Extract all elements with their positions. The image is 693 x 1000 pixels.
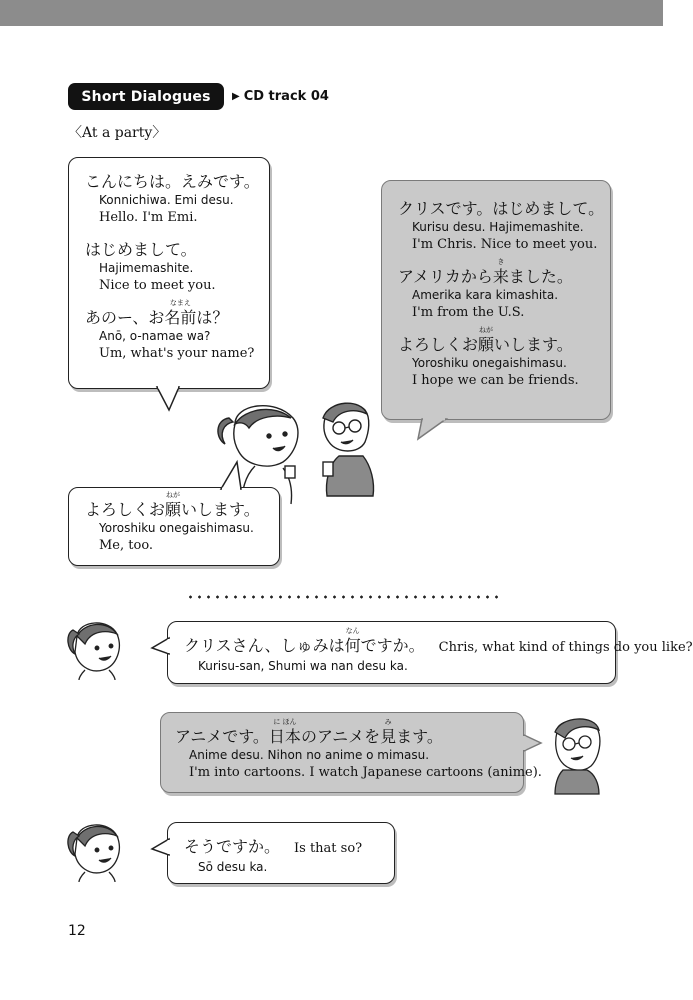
- romaji-line: Yoroshiku onegaishimasu.: [412, 356, 567, 370]
- section-heading: Short Dialogues: [68, 83, 224, 110]
- jp-text: ですか。: [360, 636, 425, 655]
- english-line: Um, what's your name?: [99, 346, 255, 361]
- jp-text: そうですか。: [184, 837, 281, 856]
- jp-text: ました。: [508, 267, 573, 286]
- jp-line: [175, 718, 523, 747]
- emi-speech-bubble-2: [68, 487, 280, 566]
- jp-text: いします。: [494, 335, 573, 354]
- cd-track-label: [232, 89, 329, 104]
- english-line: I'm from the U.S.: [412, 305, 525, 320]
- furigana: なん: [345, 627, 360, 635]
- kanji-with-furigana: [380, 718, 397, 747]
- kanji: 来: [492, 267, 509, 286]
- jp-text: よろしくお: [85, 500, 166, 519]
- jp-line: [85, 299, 269, 328]
- kanji: 願: [165, 500, 182, 519]
- jp-text: よろしくお: [398, 335, 479, 354]
- furigana: き: [497, 258, 505, 266]
- bubble-tail: [418, 419, 448, 441]
- emi-question-bubble: [167, 621, 693, 684]
- kanji: 願: [478, 335, 495, 354]
- jp-line: はじめまして。: [85, 240, 197, 259]
- kanji-with-furigana: [344, 627, 361, 656]
- chris-figure: [323, 403, 374, 496]
- cd-track-text: CD track 04: [243, 89, 329, 104]
- jp-line: [398, 326, 610, 355]
- kanji-with-furigana: [165, 491, 182, 520]
- kanji: 日本: [268, 727, 301, 746]
- kanji: 名前: [164, 308, 197, 327]
- jp-text: クリスさん、しゅみは: [184, 636, 345, 655]
- romaji-line: Sō desu ka.: [198, 860, 268, 874]
- furigana: なまえ: [169, 299, 191, 307]
- jp-text: ます。: [396, 727, 443, 746]
- bubble-tail: [523, 733, 543, 755]
- jp-text: アニメです。: [175, 727, 269, 746]
- romaji-line: Anō, o-namae wa?: [99, 329, 211, 343]
- bubble-tail: [152, 636, 170, 658]
- jp-text: のアニメを: [300, 727, 381, 746]
- kanji-with-furigana: [164, 299, 197, 328]
- jp-line: [398, 258, 610, 287]
- play-triangle-icon: ▶: [232, 91, 240, 102]
- jp-text: あのー、お: [85, 308, 165, 327]
- top-gray-band: [0, 0, 663, 26]
- page-number: 12: [68, 923, 86, 939]
- kanji-with-furigana: [268, 718, 301, 747]
- scene-label: 〈At a party〉: [68, 125, 167, 141]
- english-line: Nice to meet you.: [99, 278, 216, 293]
- chris-speech-bubble: [381, 180, 611, 420]
- furigana: み: [384, 718, 392, 726]
- jp-text: は？: [196, 308, 229, 327]
- romaji-line: Amerika kara kimashita.: [412, 288, 559, 302]
- romaji-line: Konnichiwa. Emi desu.: [99, 193, 234, 207]
- jp-line: [184, 627, 693, 658]
- english-line: Hello. I'm Emi.: [99, 210, 198, 225]
- english-line: Me, too.: [99, 538, 154, 553]
- emi-face-icon: [67, 818, 125, 882]
- chris-answer-bubble: [160, 712, 542, 793]
- english-line: Is that so?: [294, 841, 363, 856]
- bubble-tail: [219, 462, 245, 490]
- kanji: 何: [344, 636, 361, 655]
- furigana: ねが: [479, 326, 494, 334]
- romaji-line: Kurisu desu. Hajimemashite.: [412, 220, 584, 234]
- romaji-line: Kurisu-san, Shumi wa nan desu ka.: [198, 659, 408, 673]
- jp-line: こんにちは。えみです。: [85, 172, 260, 191]
- jp-line: [85, 491, 279, 520]
- bubble-tail: [152, 837, 170, 859]
- bubble-tail: [157, 386, 187, 412]
- kanji-with-furigana: [492, 258, 509, 287]
- kanji-with-furigana: [478, 326, 495, 355]
- emi-face-icon: [67, 616, 125, 680]
- chris-face-icon: [545, 716, 607, 794]
- furigana: に ほん: [273, 718, 297, 726]
- jp-line: [184, 833, 394, 859]
- english-line: I'm into cartoons. I watch Japanese cartoons (anime).: [189, 765, 542, 780]
- dotted-divider: [186, 594, 498, 600]
- english-line: I hope we can be friends.: [412, 373, 579, 388]
- jp-line: クリスです。はじめまして。: [398, 199, 605, 218]
- emi-response-bubble: [167, 822, 395, 884]
- jp-text: アメリカから: [398, 267, 493, 286]
- english-line: I'm Chris. Nice to meet you.: [412, 237, 598, 252]
- english-line: Chris, what kind of things do you like?: [438, 640, 693, 655]
- kanji: 見: [380, 727, 397, 746]
- jp-text: いします。: [181, 500, 260, 519]
- romaji-line: Yoroshiku onegaishimasu.: [99, 521, 254, 535]
- emi-speech-bubble-1: [68, 157, 270, 389]
- romaji-line: Hajimemashite.: [99, 261, 194, 275]
- furigana: ねが: [166, 491, 181, 499]
- romaji-line: Anime desu. Nihon no anime o mimasu.: [189, 748, 430, 762]
